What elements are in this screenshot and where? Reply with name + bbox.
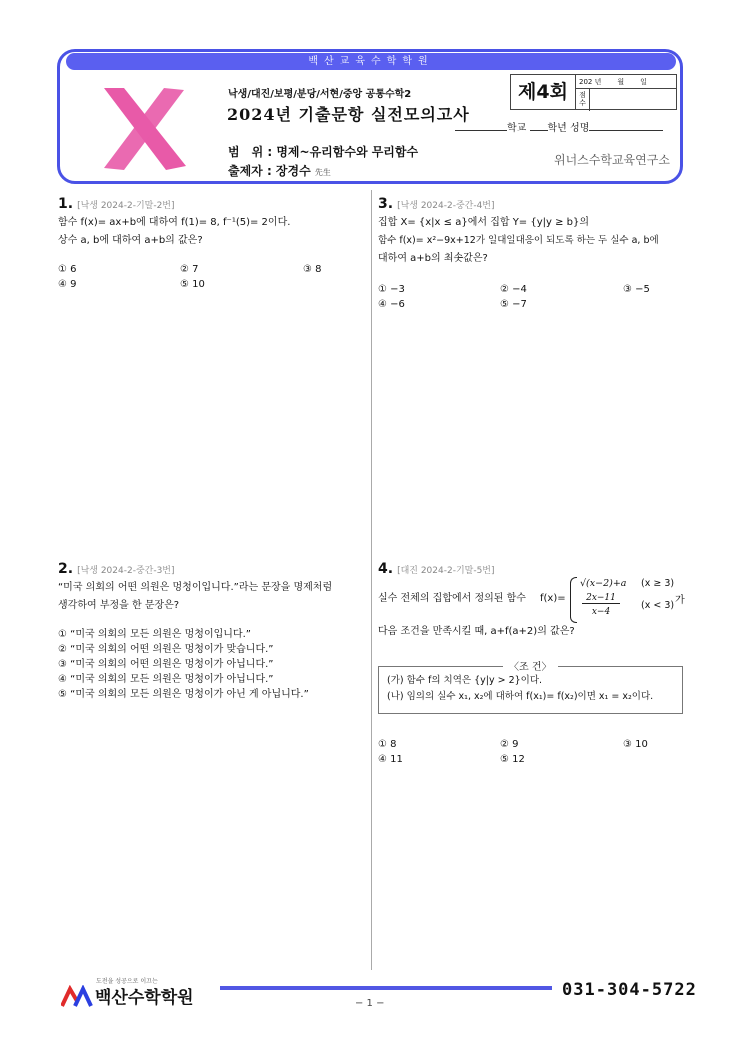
question-line: 생각하여 부정을 한 문장은?: [58, 600, 180, 611]
choice[interactable]: ③ “미국 의회의 어떤 의원은 멍청이가 아닙니다.”: [58, 659, 274, 670]
choice[interactable]: ② −4: [500, 284, 527, 295]
x-logo-icon: [100, 86, 188, 172]
date-score-box: [575, 74, 677, 110]
question-text-tail: 가: [675, 595, 685, 606]
choice-list: [58, 262, 378, 294]
page-number: − 1 −: [355, 998, 385, 1009]
question-line: “미국 의회의 어떤 의원은 멍청이입니다.”라는 문장을 명제처럼: [58, 582, 333, 593]
academy-bar: 백산교육수학학원: [66, 53, 676, 70]
choice[interactable]: ② 7: [180, 264, 199, 275]
choice[interactable]: ③ 10: [623, 739, 648, 750]
range-label: 범 위 : 명제~유리함수와 무리함수: [228, 145, 419, 159]
condition-title: 〈조 건〉: [503, 658, 558, 673]
question-1: [58, 193, 378, 294]
footer-slogan: 도전을 성공으로 이끄는: [96, 978, 158, 985]
institute-label: 위너스수학교육연구소: [554, 153, 670, 167]
school-label: 학교: [507, 123, 527, 134]
question-number: 1.: [58, 196, 74, 212]
question-source: [낙생 2024-2-중간-4번]: [397, 201, 495, 211]
choice[interactable]: ② 9: [500, 739, 519, 750]
question-line: 함수 f(x)= x²−9x+12가 일대일대응이 되도록 하는 두 실수 a, b에: [378, 235, 659, 246]
question-source: [낙생 2024-2-기말-2번]: [77, 201, 175, 211]
condition-box: [378, 666, 683, 714]
page-title: 2024년 기출문항 실전모의고사: [227, 105, 470, 124]
choice[interactable]: ① 6: [58, 264, 77, 275]
choice[interactable]: ① −3: [378, 284, 405, 295]
question-2: [58, 558, 378, 702]
choice[interactable]: ③ 8: [303, 264, 322, 275]
piece-2-numerator: 2x−11: [582, 593, 620, 604]
question-text: [58, 579, 378, 615]
academy-m-icon: [61, 985, 93, 1007]
choice-list: [378, 282, 683, 314]
footer-divider: [220, 986, 552, 990]
question-number: 3.: [378, 196, 394, 212]
choice-list: [58, 627, 378, 702]
choice[interactable]: ⑤ −7: [500, 299, 527, 310]
question-source: [대진 2024-2-기말-5번]: [397, 566, 495, 576]
schools-label: 낙생/대진/보평/분당/서현/중앙 공통수학2: [228, 89, 412, 100]
condition-a: (가) 함수 f의 치역은 {y|y > 2}이다.: [387, 675, 543, 686]
date-month: 월: [617, 77, 625, 86]
date-day: 일: [640, 77, 647, 86]
piece-2-denominator: x−4: [591, 607, 611, 617]
choice[interactable]: ④ “미국 의회의 모든 의원은 멍청이가 아닙니다.”: [58, 674, 274, 685]
question-number: 4.: [378, 561, 394, 577]
name-label: 성명: [570, 123, 590, 134]
question-text: [58, 214, 378, 250]
date-year: 202 년: [579, 77, 602, 86]
condition-b: (나) 임의의 실수 x₁, x₂에 대하여 f(x₁)= f(x₂)이면 x₁ = x₂이다.: [387, 691, 654, 702]
question-text: [378, 214, 683, 268]
brace-icon: [570, 577, 577, 623]
phone-number: 031-304-5722: [562, 980, 697, 1000]
piece-1: √(x−2)+a: [580, 578, 627, 589]
author-suffix: 先生: [314, 168, 331, 177]
choice[interactable]: ① 8: [378, 739, 397, 750]
grade-label: 학년: [547, 123, 567, 134]
choice[interactable]: ④ −6: [378, 299, 405, 310]
round-badge: 제4회: [510, 74, 576, 110]
choice[interactable]: ① “미국 의회의 모든 의원은 멍청이입니다.”: [58, 629, 251, 640]
author-label: [228, 162, 331, 179]
piece-1-condition: (x ≥ 3): [641, 578, 675, 589]
choice[interactable]: ④ 11: [378, 754, 403, 765]
choice[interactable]: ⑤ “미국 의회의 모든 의원은 멍청이가 아닌 게 아닙니다.”: [58, 689, 309, 700]
question-source: [낙생 2024-2-중간-3번]: [77, 566, 175, 576]
question-number: 2.: [58, 561, 74, 577]
footer-academy: 백산수학학원: [95, 988, 194, 1008]
author-name: 출제자 : 장경수: [228, 164, 311, 178]
question-line: 상수 a, b에 대하여 a+b의 값은?: [58, 235, 203, 246]
question-line: 대하여 a+b의 최솟값은?: [378, 253, 488, 264]
question-text: 실수 전체의 집합에서 정의된 함수: [378, 593, 526, 604]
choice[interactable]: ⑤ 12: [500, 754, 525, 765]
choice[interactable]: ③ −5: [623, 284, 650, 295]
question-4: [378, 558, 683, 577]
score-label: 점수: [576, 89, 590, 111]
piece-2-condition: (x < 3): [641, 600, 675, 611]
choice[interactable]: ⑤ 10: [180, 279, 205, 290]
question-line: 함수 f(x)= ax+b에 대하여 f(1)= 8, f⁻¹(5)= 2이다.: [58, 217, 291, 228]
question-3: [378, 193, 683, 314]
question-line: 다음 조건을 만족시킬 때, a+f(a+2)의 값은?: [378, 626, 575, 637]
student-info: [455, 119, 677, 134]
question-line: 집합 X= {x|x ≤ a}에서 집합 Y= {y|y ≥ b}의: [378, 217, 590, 228]
function-name: f(x)=: [540, 593, 566, 604]
choice[interactable]: ④ 9: [58, 279, 77, 290]
choice[interactable]: ② “미국 의회의 어떤 의원은 멍청이가 맞습니다.”: [58, 644, 274, 655]
choice-list: [378, 737, 683, 769]
